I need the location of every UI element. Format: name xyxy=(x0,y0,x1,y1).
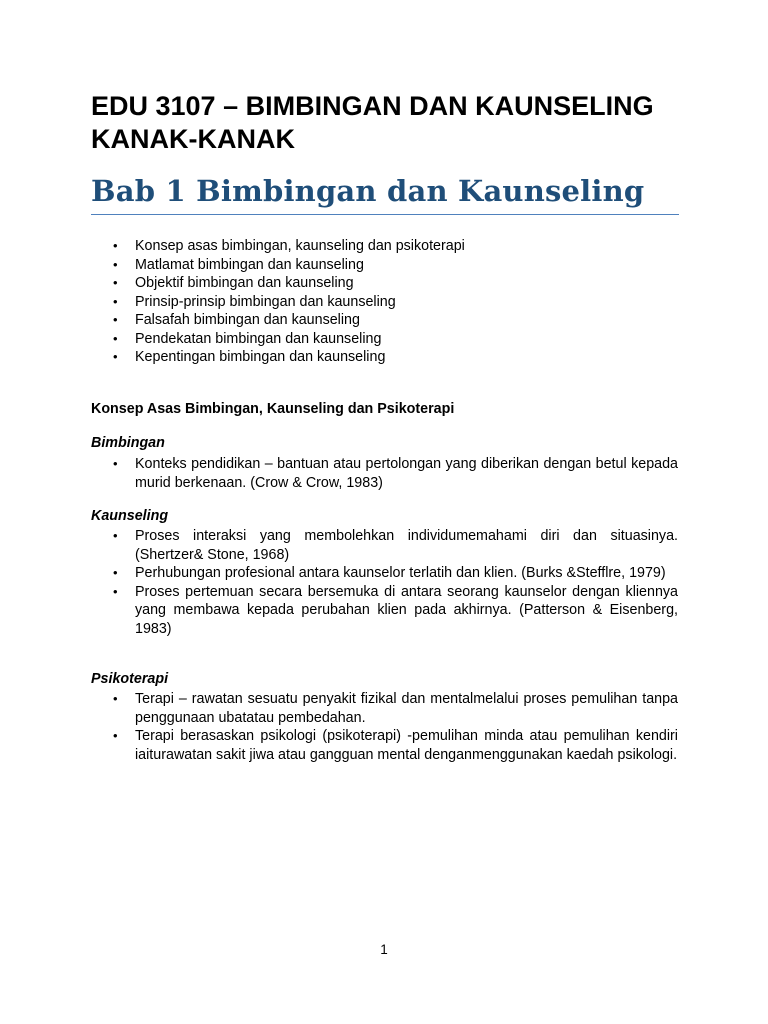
definition-text: Perhubungan profesional antara kaunselor terlatih dan klien. (Burks &Stefflre, 1979) xyxy=(135,565,666,581)
definition-text: Proses pertemuan secara bersemuka di antara seorang kaunselor dengan kliennya yang membawa kepada perubahan klien pada akhirnya. (Patterson & Eisenberg, 1983) xyxy=(135,583,678,637)
definition-text: Proses interaksi yang membolehkan individumemahami diri dan situasinya. (Shertzer& Stone, 1968) xyxy=(135,528,678,563)
topic-text: Matlamat bimbingan dan kaunseling xyxy=(135,256,364,273)
bullet-icon: • xyxy=(113,330,118,346)
bimbingan-list xyxy=(91,455,678,492)
definition-text: Konteks pendidikan – bantuan atau pertolongan yang diberikan dengan betul kepada murid berkenaan. (Crow & Crow, 1983) xyxy=(135,456,678,491)
topic-text: Prinsip-prinsip bimbingan dan kaunseling xyxy=(135,293,396,310)
list-item xyxy=(91,311,681,330)
bullet-icon: • xyxy=(113,275,118,290)
psikoterapi-list xyxy=(91,690,678,764)
bullet-icon: • xyxy=(113,728,118,743)
bullet-icon: • xyxy=(113,456,118,471)
list-item xyxy=(91,256,681,275)
topic-text: Pendekatan bimbingan dan kaunseling xyxy=(135,330,382,347)
list-item xyxy=(91,527,678,564)
definition-text: Terapi berasaskan psikologi (psikoterapi) -pemulihan minda atau pemulihan kendiri iaiturawatan sakit jiwa atau gangguan mental denganmenggunakan kaedah psikologi. xyxy=(135,728,678,763)
list-item xyxy=(91,690,678,727)
topic-text: Objektif bimbingan dan kaunseling xyxy=(135,275,354,291)
chapter-title: Bab 1 Bimbingan dan Kaunseling xyxy=(91,174,645,208)
topic-list xyxy=(91,237,681,367)
list-item xyxy=(91,455,678,492)
bullet-icon: • xyxy=(113,528,118,543)
list-item xyxy=(91,293,681,312)
chapter-title-underline xyxy=(91,214,679,215)
kaunseling-list xyxy=(91,527,678,638)
bullet-icon: • xyxy=(113,238,118,253)
subheading-kaunseling: Kaunseling xyxy=(91,508,169,524)
bullet-icon: • xyxy=(113,565,118,580)
list-item xyxy=(91,564,678,583)
list-item xyxy=(91,583,678,639)
topic-text: Falsafah bimbingan dan kaunseling xyxy=(135,312,360,328)
definition-text: Terapi – rawatan sesuatu penyakit fizikal dan mentalmelalui proses pemulihan tanpa penggunaan ubatatau pembedahan. xyxy=(135,691,678,726)
bullet-icon: • xyxy=(113,691,118,706)
bullet-icon: • xyxy=(113,349,118,364)
list-item xyxy=(91,727,678,764)
bullet-icon: • xyxy=(113,583,118,599)
list-item xyxy=(91,237,681,256)
section-heading: Konsep Asas Bimbingan, Kaunseling dan Psikoterapi xyxy=(91,401,455,417)
subheading-psikoterapi: Psikoterapi xyxy=(91,671,169,687)
bullet-icon: • xyxy=(113,312,118,327)
list-item xyxy=(91,348,681,367)
list-item xyxy=(91,274,681,293)
page-number: 1 xyxy=(380,942,388,957)
bullet-icon: • xyxy=(113,293,118,309)
document-title: EDU 3107 – BIMBINGAN DAN KAUNSELING KANAK-KANAK xyxy=(91,91,654,154)
topic-text: Kepentingan bimbingan dan kaunseling xyxy=(135,349,386,365)
list-item xyxy=(91,330,681,349)
bullet-icon: • xyxy=(113,256,118,272)
subheading-bimbingan: Bimbingan xyxy=(91,435,165,451)
topic-text: Konsep asas bimbingan, kaunseling dan psikoterapi xyxy=(135,238,465,254)
